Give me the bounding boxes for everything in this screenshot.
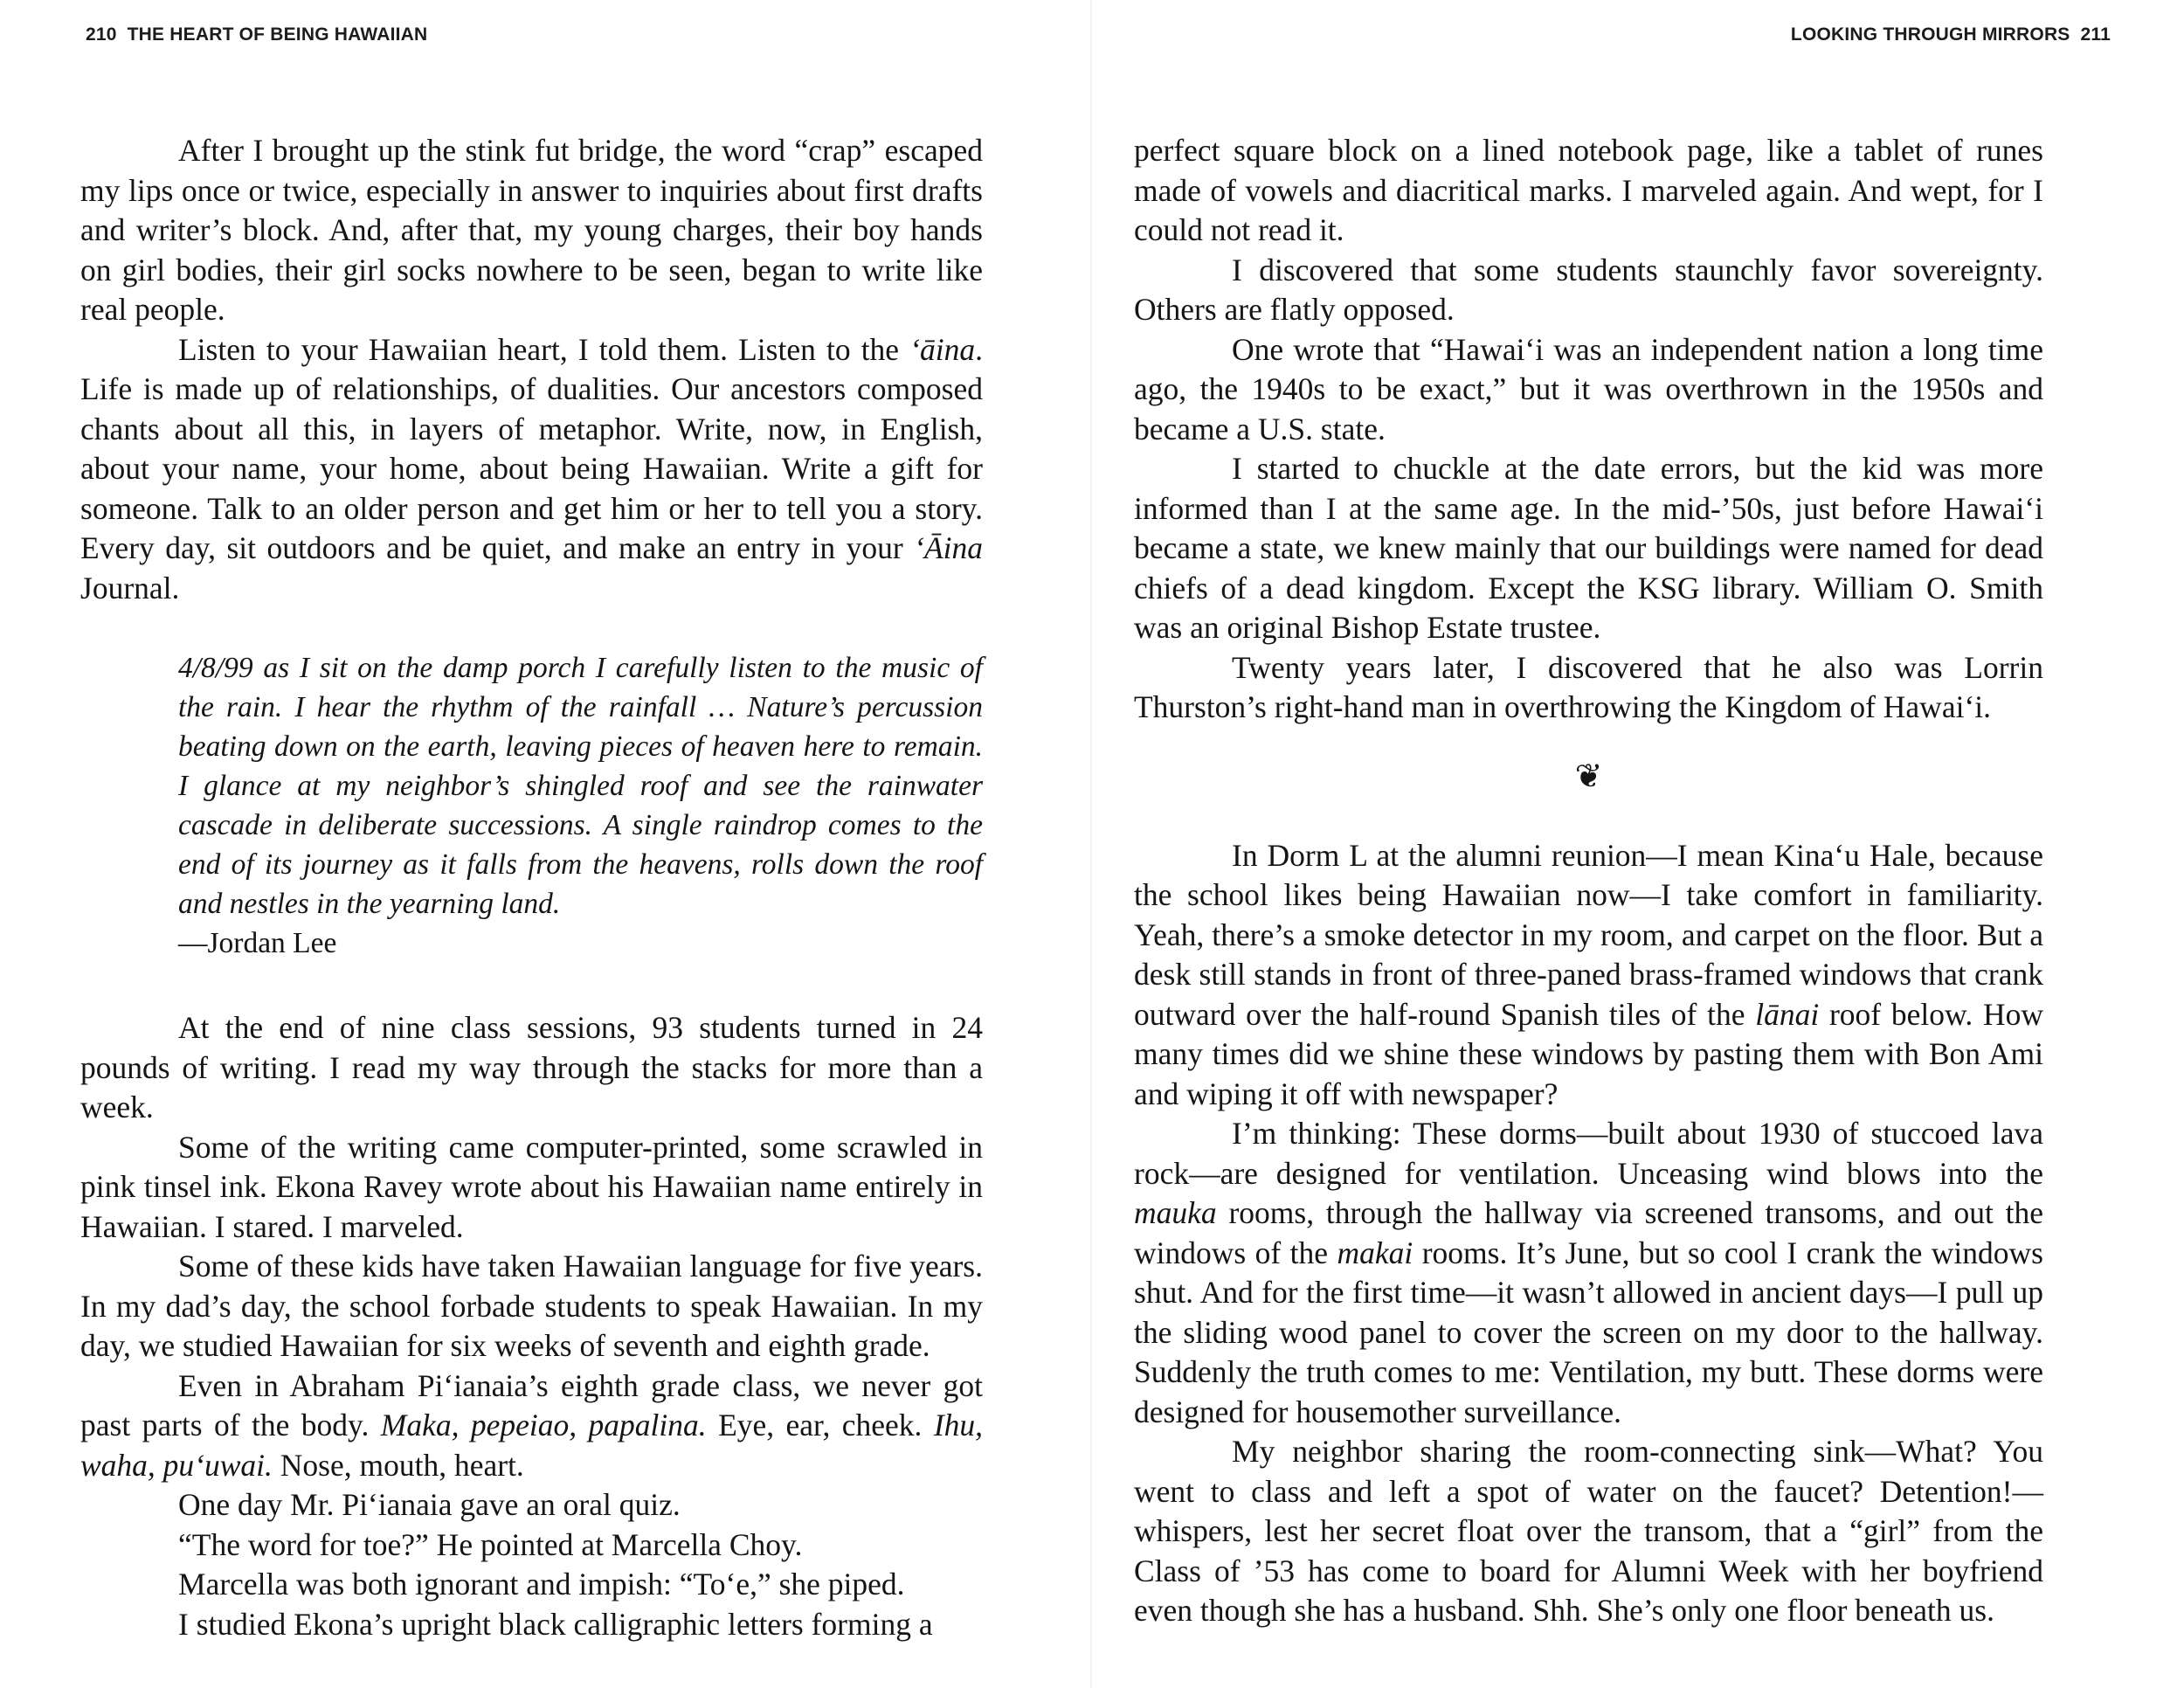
italic-word-aina-cap: ‘Āina xyxy=(914,530,983,565)
italic-word-aina: ‘āina xyxy=(909,331,976,367)
paragraph: I discovered that some students staunchly favor sovereignty. Others are flatly opposed. xyxy=(1134,252,2043,327)
italic-word-mauka: mauka xyxy=(1134,1195,1217,1230)
journal-attribution: —Jordan Lee xyxy=(178,927,337,959)
paragraph: Some of the writing came computer-printed, some scrawled in pink tinsel ink. Ekona Ravey wrote about his Hawaiian name entirely in Hawaiian. I stared. I marveled. xyxy=(80,1129,983,1244)
paragraph: I’m thinking: These dorms—built about 1930 of stuccoed lava rock—are designed for ventilation. Unceasing wind blows into the mauka rooms, through the hallway via screened transoms, and out the windows of the makai rooms. It’s June, but so cool I crank the windows shut. And for the first time—it wasn’t allowed in ancient days—I pull up the sliding wood panel to cover the screen on my door to the hallway. Suddenly the truth comes to me: Ventilation, my butt. These dorms were designed for housemother surveillance. xyxy=(1134,1116,2043,1429)
paragraph: I studied Ekona’s upright black calligraphic letters forming a xyxy=(178,1606,933,1642)
right-page-number: 211 xyxy=(2080,24,2111,45)
journal-text: 4/8/99 as I sit on the damp porch I carefully listen to the music of the rain. I hear the rhythm of the rainfall … Nature’s percussion beating down on the earth, leaving pieces of heaven here to remain. I glance at my neighbor’s shingled roof and see the rainwater cascade in deliberate successions. A single raindrop comes to the end of its journey as it falls from the heavens, rolls down the roof and nestles in the yearning land. xyxy=(178,652,983,920)
paragraph: I started to chuckle at the date errors, but the kid was more informed than I at the same age. In the mid-’50s, just before Hawai‘i became a state, we knew mainly that our buildings were named for dead chiefs of a dead kingdom. Except the KSG library. William O. Smith was an original Bishop Estate trustee. xyxy=(1134,451,2043,645)
left-page xyxy=(0,0,1090,1688)
left-running-head xyxy=(86,24,427,45)
paragraph: Twenty years later, I discovered that he also was Lorrin Thurston’s right-hand man in overthrowing the Kingdom of Hawai‘i. xyxy=(1134,649,2043,724)
paragraph: One day Mr. Pi‘ianaia gave an oral quiz. xyxy=(178,1487,681,1522)
italic-hawaiian-words: Maka, pepeiao, papalina. xyxy=(380,1408,707,1442)
italic-word-lanai: lānai xyxy=(1755,996,1820,1032)
paragraph-continued: perfect square block on a lined notebook page, like a tablet of runes made of vowels and diacritical marks. I marveled again. And wept, for I could not read it. xyxy=(1134,133,2043,247)
paragraph: One wrote that “Hawai‘i was an independent nation a long time ago, the 1940s to be exact,” but it was overthrown in the 1950s and became a U.S. state. xyxy=(1134,331,2043,446)
italic-hawaiian-words: Ihu, waha, pu‘uwai. xyxy=(80,1408,984,1483)
paragraph: After I brought up the stink fut bridge, the word “crap” escaped my lips once or twice, especially in answer to inquiries about first drafts and writer’s block. And, after that, my young charges, their boy hands on girl bodies, their girl socks nowhere to be seen, began to write like real people. xyxy=(80,133,983,327)
right-body-text xyxy=(1134,131,2043,1631)
paragraph: In Dorm L at the alumni reunion—I mean Kina‘u Hale, because the school likes being Hawaiian now—I take comfort in familiarity. Yeah, there’s a smoke detector in my room, and carpet on the floor. But a desk still stands in front of three-paned brass-framed windows that crank outward over the half-round Spanish tiles of the lānai roof below. How many times did we shine these windows by pasting them with Bon Ami and wiping it off with newspaper? xyxy=(1134,837,2043,1111)
paragraph: Listen to your Hawaiian heart, I told them. Listen to the ‘āina. Life is made up of relationships, of dualities. Our ancestors composed chants about all this, in layers of metaphor. Write, now, in English, about your name, your home, about being Hawaiian. Write a gift for someone. Talk to an older person and get him or her to tell you a story. Every day, sit outdoors and be quiet, and make an entry in your ‘Āina Journal. xyxy=(80,331,983,605)
right-running-head xyxy=(1791,24,2111,45)
paragraph: Even in Abraham Pi‘ianaia’s eighth grade class, we never got past parts of the body. Maka, pepeiao, papalina. Eye, ear, cheek. Ihu, waha, pu‘uwai. Nose, mouth, heart. xyxy=(80,1367,984,1483)
left-page-number: 210 xyxy=(86,24,117,45)
paragraph: At the end of nine class sessions, 93 students turned in 24 pounds of writing. I read my way through the stacks for more than a week. xyxy=(80,1010,983,1124)
paragraph: Some of these kids have taken Hawaiian language for five years. In my dad’s day, the school forbade students to speak Hawaiian. In my day, we studied Hawaiian for six weeks of seventh and eighth grade. xyxy=(80,1249,983,1363)
right-page xyxy=(1092,0,2184,1688)
section-break-ornament-icon: ❦ xyxy=(1574,758,1603,795)
paragraph: My neighbor sharing the room-connecting sink—What? You went to class and left a spot of water on the faucet? Detention!—whispers, lest her secret float over the transom, that a “girl” from the Class of ’53 has come to board for Alumni Week with her boyfriend even though she has a husband. Shh. She’s only one floor beneath us. xyxy=(1134,1434,2043,1628)
paragraph: “The word for toe?” He pointed at Marcella Choy. xyxy=(178,1526,803,1562)
paragraph: Marcella was both ignorant and impish: “To‘e,” she piped. xyxy=(178,1567,905,1602)
journal-excerpt xyxy=(178,648,983,963)
left-body-text xyxy=(80,131,983,1644)
left-book-title: THE HEART OF BEING HAWAIIAN xyxy=(127,24,428,45)
right-chapter-title: LOOKING THROUGH MIRRORS xyxy=(1790,24,2070,45)
italic-word-makai: makai xyxy=(1337,1235,1413,1270)
